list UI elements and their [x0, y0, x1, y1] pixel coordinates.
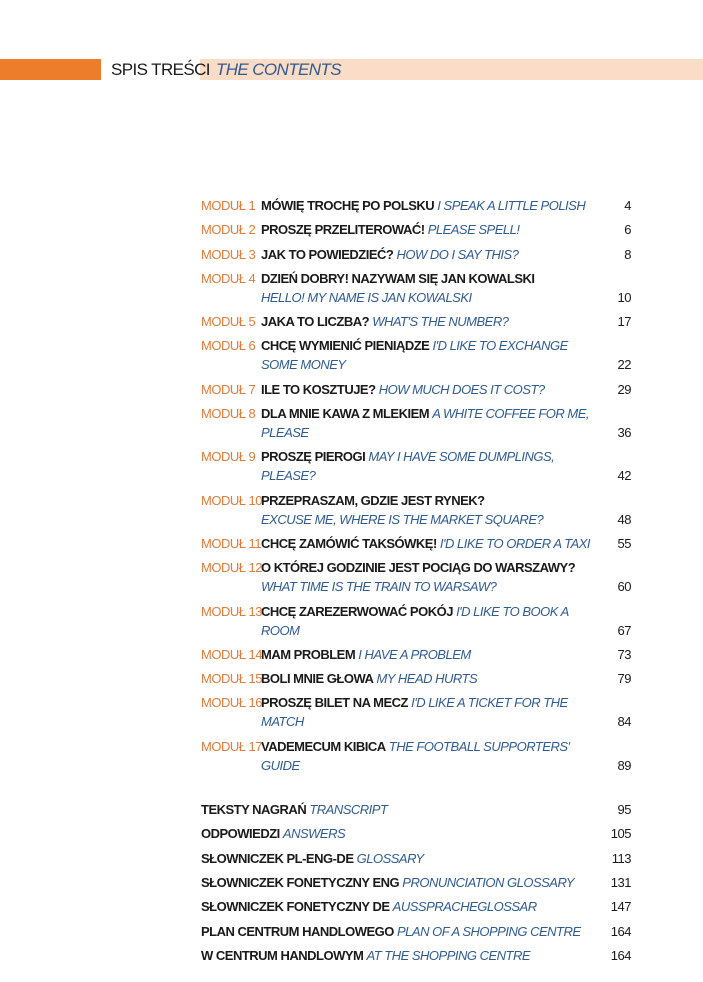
page-number: 113 — [611, 850, 631, 866]
entry-title-pl: TEKSTY NAGRAŃ — [201, 802, 307, 818]
module-number: MODUŁ 6 — [201, 338, 256, 354]
module-number: MODUŁ 10 — [201, 492, 263, 508]
module-number: MODUŁ 11 — [201, 535, 262, 551]
toc-entry-module-1[interactable] — [201, 196, 633, 215]
toc-entry-module-11[interactable] — [201, 534, 633, 553]
module-number: MODUŁ 7 — [201, 381, 256, 397]
toc-entry-transcript[interactable] — [201, 800, 633, 819]
entry-title-en: MAY I HAVE SOME DUMPLINGS, PLEASE? — [261, 449, 555, 484]
module-number: MODUŁ 13 — [201, 603, 263, 619]
page-number: 8 — [624, 246, 631, 262]
entry-title-pl: CHCĘ ZAMÓWIĆ TAKSÓWKĘ! — [261, 535, 437, 551]
page-number: 89 — [617, 757, 631, 773]
entry-title-en: AUSSPRACHEGLOSSAR — [392, 899, 537, 915]
page-number: 22 — [617, 357, 631, 373]
section-gap — [201, 780, 633, 800]
page-title-pl: SPIS TREŚCI — [111, 60, 210, 79]
table-of-contents — [201, 196, 633, 970]
entry-title-en: I'D LIKE TO ORDER A TAXI — [439, 535, 591, 551]
module-number: MODUŁ 3 — [201, 246, 256, 262]
toc-entry-module-16[interactable] — [201, 693, 633, 731]
entry-title-en: THE FOOTBALL SUPPORTERS' GUIDE — [261, 738, 570, 773]
entry-title-pl: SŁOWNICZEK FONETYCZNY DE — [201, 899, 390, 915]
entry-title-pl: ODPOWIEDZI — [201, 826, 280, 842]
entry-title-en: I'D LIKE TO EXCHANGE SOME MONEY — [261, 338, 568, 373]
module-number: MODUŁ 12 — [201, 560, 263, 576]
entry-title-pl: CHCĘ WYMIENIĆ PIENIĄDZE — [261, 338, 430, 354]
page-number: 4 — [624, 198, 631, 213]
toc-entry-glossary[interactable] — [201, 849, 633, 868]
module-number: MODUŁ 5 — [201, 314, 256, 330]
toc-entry-module-17[interactable] — [201, 737, 633, 775]
toc-entry-module-7[interactable] — [201, 380, 633, 399]
entry-title-pl: PRZEPRASZAM, GDZIE JEST RYNEK? — [261, 492, 485, 508]
entry-title-pl: SŁOWNICZEK FONETYCZNY ENG — [201, 874, 400, 890]
entry-title-en: WHAT TIME IS THE TRAIN TO WARSAW? — [261, 579, 497, 595]
toc-entry-module-4[interactable] — [201, 269, 633, 307]
entry-title-pl: JAK TO POWIEDZIEĆ? — [261, 246, 394, 262]
entry-title-pl: JAKA TO LICZBA? — [261, 314, 370, 330]
module-number: MODUŁ 17 — [201, 738, 263, 754]
entry-title-pl: DLA MNIE KAWA Z MLEKIEM — [261, 406, 430, 422]
module-number: MODUŁ 2 — [201, 222, 256, 238]
entry-title-en: TRANSCRIPT — [309, 802, 388, 818]
entry-title-pl: MÓWIĘ TROCHĘ PO POLSKU — [261, 198, 435, 213]
page-number: 36 — [617, 425, 631, 441]
entry-title-pl: MAM PROBLEM — [261, 646, 356, 662]
module-number: MODUŁ 1 — [201, 198, 256, 213]
entry-title-en: I'D LIKE A TICKET FOR THE MATCH — [261, 695, 568, 730]
module-number: MODUŁ 15 — [201, 671, 263, 687]
entry-title-en: HELLO! MY NAME IS JAN KOWALSKI — [261, 289, 472, 305]
entry-title-pl: PROSZĘ PIEROGI — [261, 449, 366, 465]
toc-entry-shopping-centre-plan[interactable] — [201, 922, 633, 941]
toc-entry-module-15[interactable] — [201, 669, 633, 688]
module-number: MODUŁ 4 — [201, 270, 256, 286]
entry-title-en: MY HEAD HURTS — [376, 671, 478, 687]
toc-entry-module-13[interactable] — [201, 602, 633, 640]
entry-title-pl: ILE TO KOSZTUJE? — [261, 381, 376, 397]
toc-entry-module-12[interactable] — [201, 558, 633, 596]
page-title-en: THE CONTENTS — [215, 60, 341, 79]
page-number: 6 — [624, 222, 631, 238]
entry-title-en: AT THE SHOPPING CENTRE — [366, 947, 531, 963]
entry-title-en: PRONUNCIATION GLOSSARY — [402, 874, 575, 890]
page-number: 84 — [617, 714, 631, 730]
page-title — [111, 60, 341, 80]
entry-title-en: HOW DO I SAY THIS? — [396, 246, 519, 262]
toc-entry-module-6[interactable] — [201, 336, 633, 374]
module-number: MODUŁ 8 — [201, 406, 256, 422]
entry-title-pl: PLAN CENTRUM HANDLOWEGO — [201, 923, 394, 939]
page-number: 48 — [617, 511, 631, 527]
page-number: 95 — [617, 802, 631, 818]
toc-entry-module-3[interactable] — [201, 245, 633, 264]
entry-title-pl: W CENTRUM HANDLOWYM — [201, 947, 364, 963]
module-number: MODUŁ 14 — [201, 646, 263, 662]
module-number: MODUŁ 9 — [201, 449, 256, 465]
page-number: 67 — [617, 622, 631, 638]
page-number: 164 — [610, 947, 631, 963]
entry-title-en: ANSWERS — [282, 826, 346, 842]
entry-title-en: GLOSSARY — [356, 850, 424, 866]
entry-title-en: HOW MUCH DOES IT COST? — [378, 381, 545, 397]
page-number: 73 — [617, 646, 631, 662]
toc-entry-module-2[interactable] — [201, 220, 633, 239]
entry-title-pl: CHCĘ ZAREZERWOWAĆ POKÓJ — [261, 603, 453, 619]
entry-title-en: PLEASE SPELL! — [427, 222, 520, 238]
toc-entry-ausspracheglossar[interactable] — [201, 897, 633, 916]
toc-entry-module-14[interactable] — [201, 645, 633, 664]
toc-entry-pronunciation-glossary[interactable] — [201, 873, 633, 892]
entry-title-pl: BOLI MNIE GŁOWA — [261, 671, 374, 687]
page-number: 79 — [617, 671, 631, 687]
entry-title-pl: SŁOWNICZEK PL-ENG-DE — [201, 850, 354, 866]
entry-title-en: WHAT'S THE NUMBER? — [372, 314, 509, 330]
entry-title-en: EXCUSE ME, WHERE IS THE MARKET SQUARE? — [261, 511, 544, 527]
entry-title-en: I HAVE A PROBLEM — [358, 646, 471, 662]
entry-title-pl: PROSZĘ BILET NA MECZ — [261, 695, 408, 711]
page-number: 164 — [610, 923, 631, 939]
page-number: 10 — [617, 289, 631, 305]
header-bar — [0, 59, 703, 80]
page-number: 17 — [617, 314, 631, 330]
entry-title-en: I'D LIKE TO BOOK A ROOM — [261, 603, 569, 638]
toc-entry-answers[interactable] — [201, 824, 633, 843]
page-number: 131 — [610, 874, 631, 890]
entry-title-pl: DZIEŃ DOBRY! NAZYWAM SIĘ JAN KOWALSKI — [261, 270, 535, 286]
page-number: 105 — [610, 826, 631, 842]
page-number: 29 — [617, 381, 631, 397]
page-number: 55 — [617, 535, 631, 551]
entry-title-en: A WHITE COFFEE FOR ME, PLEASE — [261, 406, 590, 441]
entry-title-en: I SPEAK A LITTLE POLISH — [437, 198, 586, 213]
module-number: MODUŁ 16 — [201, 695, 263, 711]
page-number: 60 — [617, 579, 631, 595]
toc-entry-module-8[interactable] — [201, 404, 633, 442]
entry-title-pl: O KTÓREJ GODZINIE JEST POCIĄG DO WARSZAWY? — [261, 560, 576, 576]
toc-entry-module-10[interactable] — [201, 491, 633, 529]
header-accent-orange — [0, 59, 101, 80]
toc-entry-module-9[interactable] — [201, 447, 633, 485]
toc-entry-module-5[interactable] — [201, 312, 633, 331]
toc-entry-at-shopping-centre[interactable] — [201, 946, 633, 965]
entry-title-en: PLAN OF A SHOPPING CENTRE — [397, 923, 581, 939]
page-number: 42 — [617, 468, 631, 484]
entry-title-pl: PROSZĘ PRZELITEROWAĆ! — [261, 222, 425, 238]
page-number: 147 — [610, 899, 631, 915]
entry-title-pl: VADEMECUM KIBICA — [261, 738, 386, 754]
